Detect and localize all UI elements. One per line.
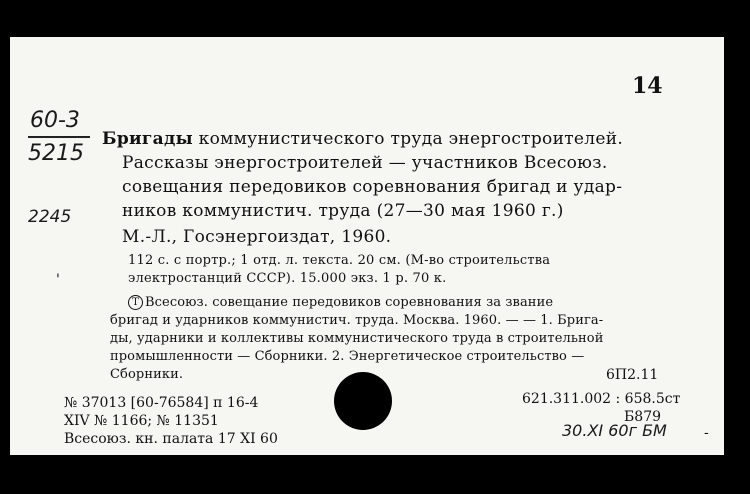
imprint: М.-Л., Госэнергоиздат, 1960. <box>122 227 392 247</box>
inventory-mark: 2245 <box>28 207 72 227</box>
annotation-line-2: бригад и ударников коммунистич. труда. Москва. 1960. — — 1. Брига- <box>110 313 604 328</box>
annotation-line-1 <box>128 295 553 310</box>
footer-series-number: XIV № 1166; № 11351 <box>64 413 219 429</box>
annotation-line-1-text: Всесоюз. совещание передовиков соревнования за звание <box>145 295 554 310</box>
card-number: 14 <box>632 73 663 99</box>
call-number-divider <box>28 136 90 138</box>
catalog-card <box>10 37 724 455</box>
collation-line-1: 112 с. с портр.; 1 отд. л. текста. 20 см. (М-во строительства <box>128 253 551 268</box>
footer-chamber-date: Всесоюз. кн. палата 17 XI 60 <box>64 431 278 447</box>
footer-record-number: № 37013 [60-76584] п 16-4 <box>64 395 259 411</box>
annotation-line-3: ды, ударники и коллективы коммунистического труда в строительной <box>110 331 604 346</box>
side-tick: ' <box>56 272 60 288</box>
author-mark: Б879 <box>624 409 662 425</box>
call-number-top: 60-3 <box>30 108 80 133</box>
title-line-2: Рассказы энергостроителей — участников Всесоюз. <box>122 153 608 173</box>
call-number-bottom: 5215 <box>28 141 84 166</box>
title-line-1-rest: коммунистического труда энергостроителей. <box>198 129 624 149</box>
punch-hole <box>334 372 392 430</box>
note-symbol: Т <box>128 295 143 310</box>
title-line-4: ников коммунистич. труда (27—30 мая 1960 г.) <box>122 201 564 221</box>
collation-line-2: электростанций СССР). 15.000 экз. 1 р. 70 к. <box>128 271 447 286</box>
annotation-line-5: Сборники. <box>110 367 184 382</box>
annotation-line-4: промышленности — Сборники. 2. Энергетическое строительство — <box>110 349 585 364</box>
udc-code: 621.311.002 : 658.5ст <box>522 391 681 407</box>
class-code: 6П2.11 <box>606 367 659 383</box>
edge-mark: - <box>704 425 709 441</box>
title-bold: Бригады <box>102 129 193 149</box>
title-line-3: совещания передовиков соревнования бригад и удар- <box>122 177 623 197</box>
handwritten-date-note: 30.XI 60г БМ <box>562 421 667 440</box>
title-line-1 <box>102 129 623 149</box>
